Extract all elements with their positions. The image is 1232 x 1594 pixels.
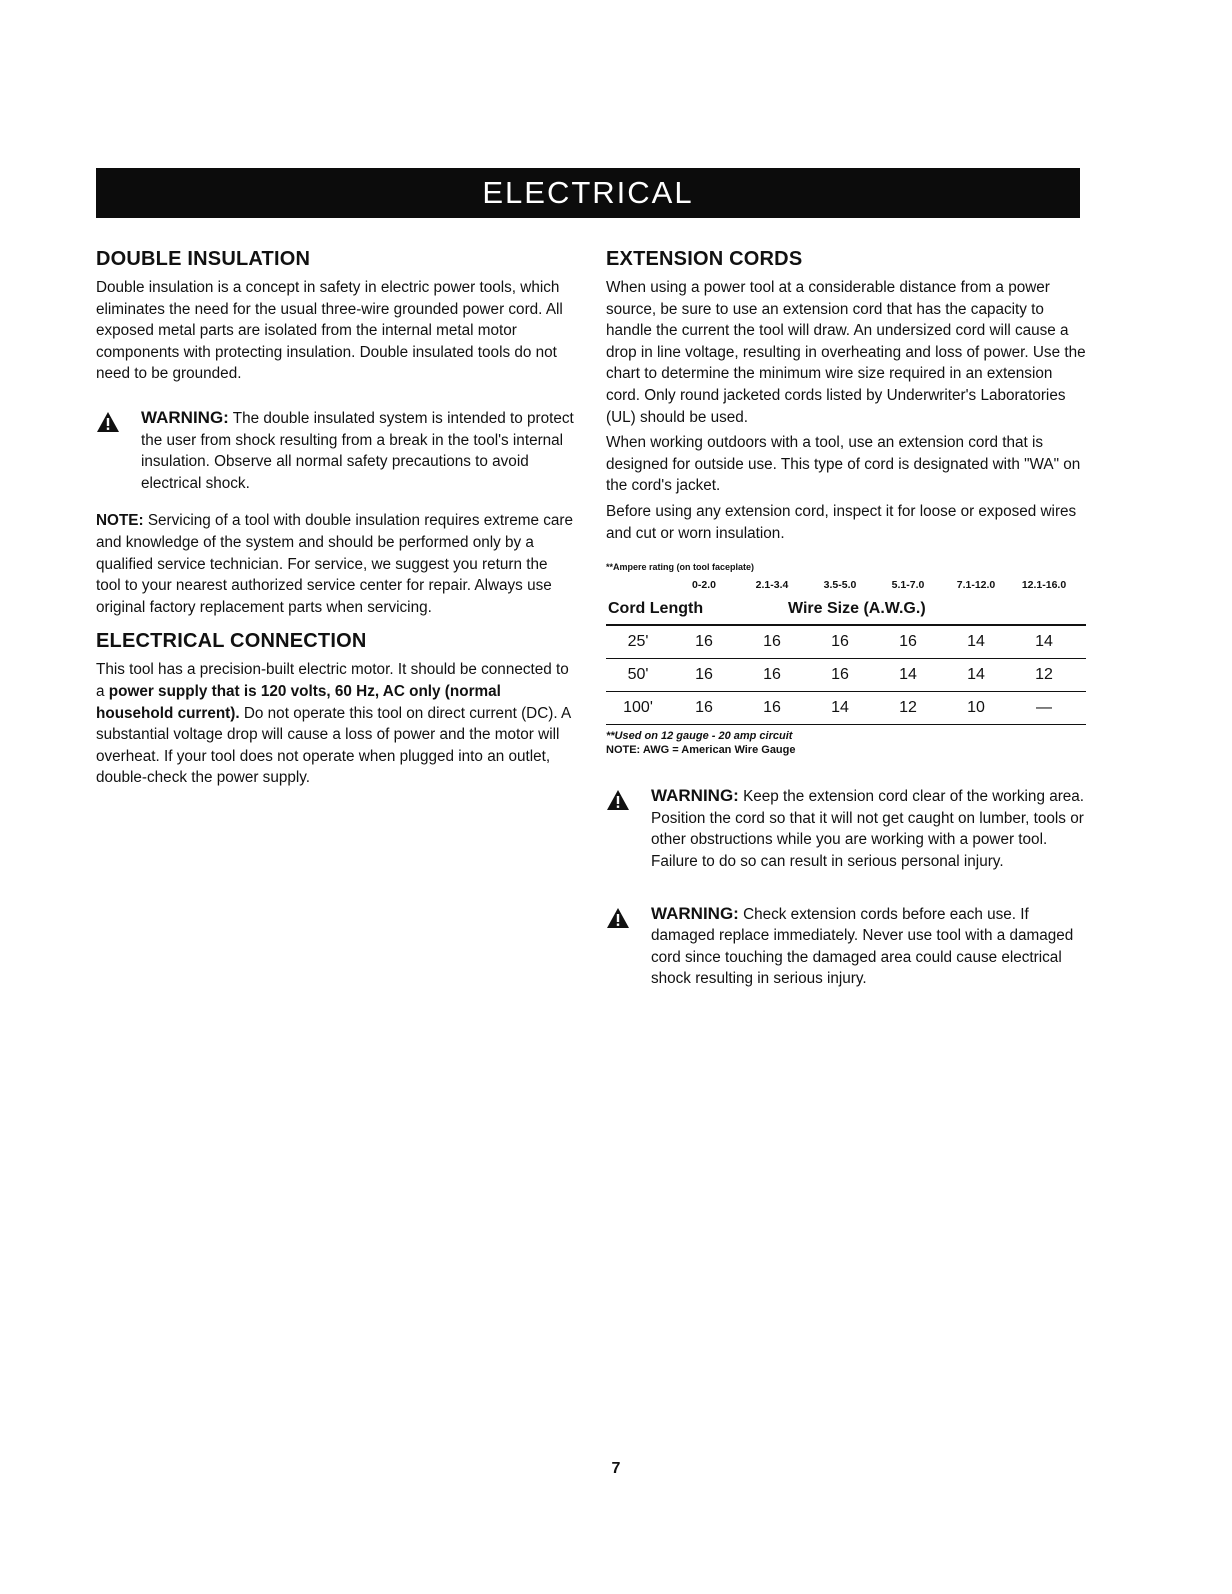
- warning-text: Keep the extension cord clear of the working area. Position the cord so that it will not get caught on lumber, tools or other obstructions while you are working with a power tool. Failure to do so can result in serious personal injury.: [651, 788, 1085, 870]
- right-column: [606, 248, 1086, 990]
- wire-size-table: [606, 562, 1086, 757]
- table-row: [606, 659, 1086, 692]
- warning-icon: [96, 411, 120, 433]
- double-insulation-heading: DOUBLE INSULATION: [96, 248, 311, 270]
- electrical-connection-heading: ELECTRICAL CONNECTION: [96, 630, 367, 653]
- electrical-connection-text: [96, 659, 576, 789]
- extension-cords-p2: When working outdoors with a tool, use an extension cord that is designed for outside use. This type of cord is designated with "WA" on the cord's jacket.: [606, 434, 1081, 495]
- table-row: [606, 692, 1086, 725]
- amp-range: 7.1-12.0: [956, 579, 996, 592]
- wire-size-cell: 12: [1035, 666, 1053, 684]
- connection-text-bold: power supply that is 120 volts, 60 Hz, AC only (normal household current).: [96, 682, 501, 722]
- wire-size-cell: 14: [831, 699, 849, 717]
- connection-text-b: Do not operate this tool on direct current (DC). A substantial voltage drop will cause a loss of power and the motor will overheat. If your tool does not operate when plugged into an outlet, double-check the power supply.: [96, 704, 571, 787]
- wire-size-cell: 16: [899, 633, 917, 651]
- amp-range: 3.5-5.0: [823, 579, 857, 592]
- wire-size-cell: 16: [763, 666, 781, 684]
- wire-size-cell: 12: [899, 699, 917, 717]
- wire-size-cell: 16: [831, 666, 849, 684]
- double-insulation-text: Double insulation is a concept in safety in electric power tools, which eliminates the need for the usual three-wire grounded power cord. All exposed metal parts are isolated from the internal metal motor components with protecting insulation. Double insulated tools do not need to be grounded.: [96, 279, 563, 383]
- cord-length-cell: 25': [627, 633, 649, 651]
- ampere-note: **Ampere rating (on tool faceplate): [606, 562, 755, 573]
- amp-range: 5.1-7.0: [891, 579, 925, 592]
- cord-length-cell: 100': [623, 699, 653, 717]
- warning-label: WARNING:: [141, 407, 229, 427]
- warning-text: The double insulated system is intended to protect the user from shock resulting from a break in the tool's internal insulation. Observe all normal safety precautions to avoid electrical shock.: [141, 409, 574, 492]
- extension-cord-warning-2: [606, 903, 1086, 990]
- wire-size-cell: 16: [695, 633, 713, 651]
- extension-cords-heading: EXTENSION CORDS: [606, 248, 803, 270]
- wire-size-cell: 14: [967, 666, 985, 684]
- wire-size-cell: 16: [763, 699, 781, 717]
- cord-length-cell: 50': [627, 666, 649, 684]
- table-footnote-gauge: **Used on 12 gauge - 20 amp circuit: [606, 730, 793, 743]
- warning-icon: [606, 907, 630, 929]
- note-paragraph: [96, 510, 576, 618]
- amp-range-row: [606, 576, 1086, 594]
- wire-size-cell: —: [1036, 699, 1052, 717]
- wire-size-cell: 16: [695, 699, 713, 717]
- extension-cords-p1: When using a power tool at a considerable distance from a power source, be sure to use an extension cord that has the capacity to handle the current the tool will draw. An undersized cord will cause a drop in line voltage, resulting in overheating and loss of power. Use the chart to determine the minimum wire size required in an extension cord. Only round jacketed cords listed by Underwriter's Laboratories (UL) should be used.: [606, 279, 1086, 426]
- amp-range: 12.1-16.0: [1021, 579, 1067, 592]
- wire-size-cell: 10: [967, 699, 985, 717]
- wire-size-header: Wire Size (A.W.G.): [788, 600, 926, 618]
- note-text: Servicing of a tool with double insulation requires extreme care and knowledge of the system and should be performed only by a qualified service technician. For service, we suggest you return the tool to your nearest authorized service center for repair. Always use original factory replacement parts when servicing.: [96, 512, 573, 616]
- note-label: NOTE:: [96, 512, 144, 530]
- table-row: [606, 626, 1086, 659]
- wire-size-cell: 16: [763, 633, 781, 651]
- warning-label: WARNING:: [651, 903, 739, 923]
- warning-label: WARNING:: [651, 786, 739, 806]
- amp-range: 0-2.0: [692, 579, 716, 592]
- section-title: ELECTRICAL: [482, 175, 694, 210]
- section-banner: [96, 168, 1080, 218]
- left-column: [96, 248, 576, 789]
- double-insulation-warning: [96, 407, 576, 494]
- page-number: 7: [611, 1460, 621, 1477]
- wire-size-cell: 16: [831, 633, 849, 651]
- warning-icon: [606, 789, 630, 811]
- table-header: [606, 594, 1086, 626]
- extension-cords-p3: Before using any extension cord, inspect it for loose or exposed wires and cut or worn insulation.: [606, 502, 1077, 542]
- wire-size-cell: 14: [1035, 633, 1053, 651]
- table-footnote-awg: NOTE: AWG = American Wire Gauge: [606, 744, 796, 757]
- extension-cord-warning-1: [606, 785, 1086, 872]
- wire-size-cell: 14: [899, 666, 917, 684]
- wire-size-cell: 14: [967, 633, 985, 651]
- wire-size-cell: 16: [695, 666, 713, 684]
- connection-text-a: This tool has a precision-built electric motor. It should be connected to a: [96, 661, 569, 700]
- amp-range: 2.1-3.4: [755, 579, 789, 592]
- warning-text: Check extension cords before each use. If damaged replace immediately. Never use tool with a damaged cord since touching the damaged area could cause electrical shock resulting in serious injury.: [651, 905, 1074, 988]
- cord-length-header: Cord Length: [608, 600, 704, 618]
